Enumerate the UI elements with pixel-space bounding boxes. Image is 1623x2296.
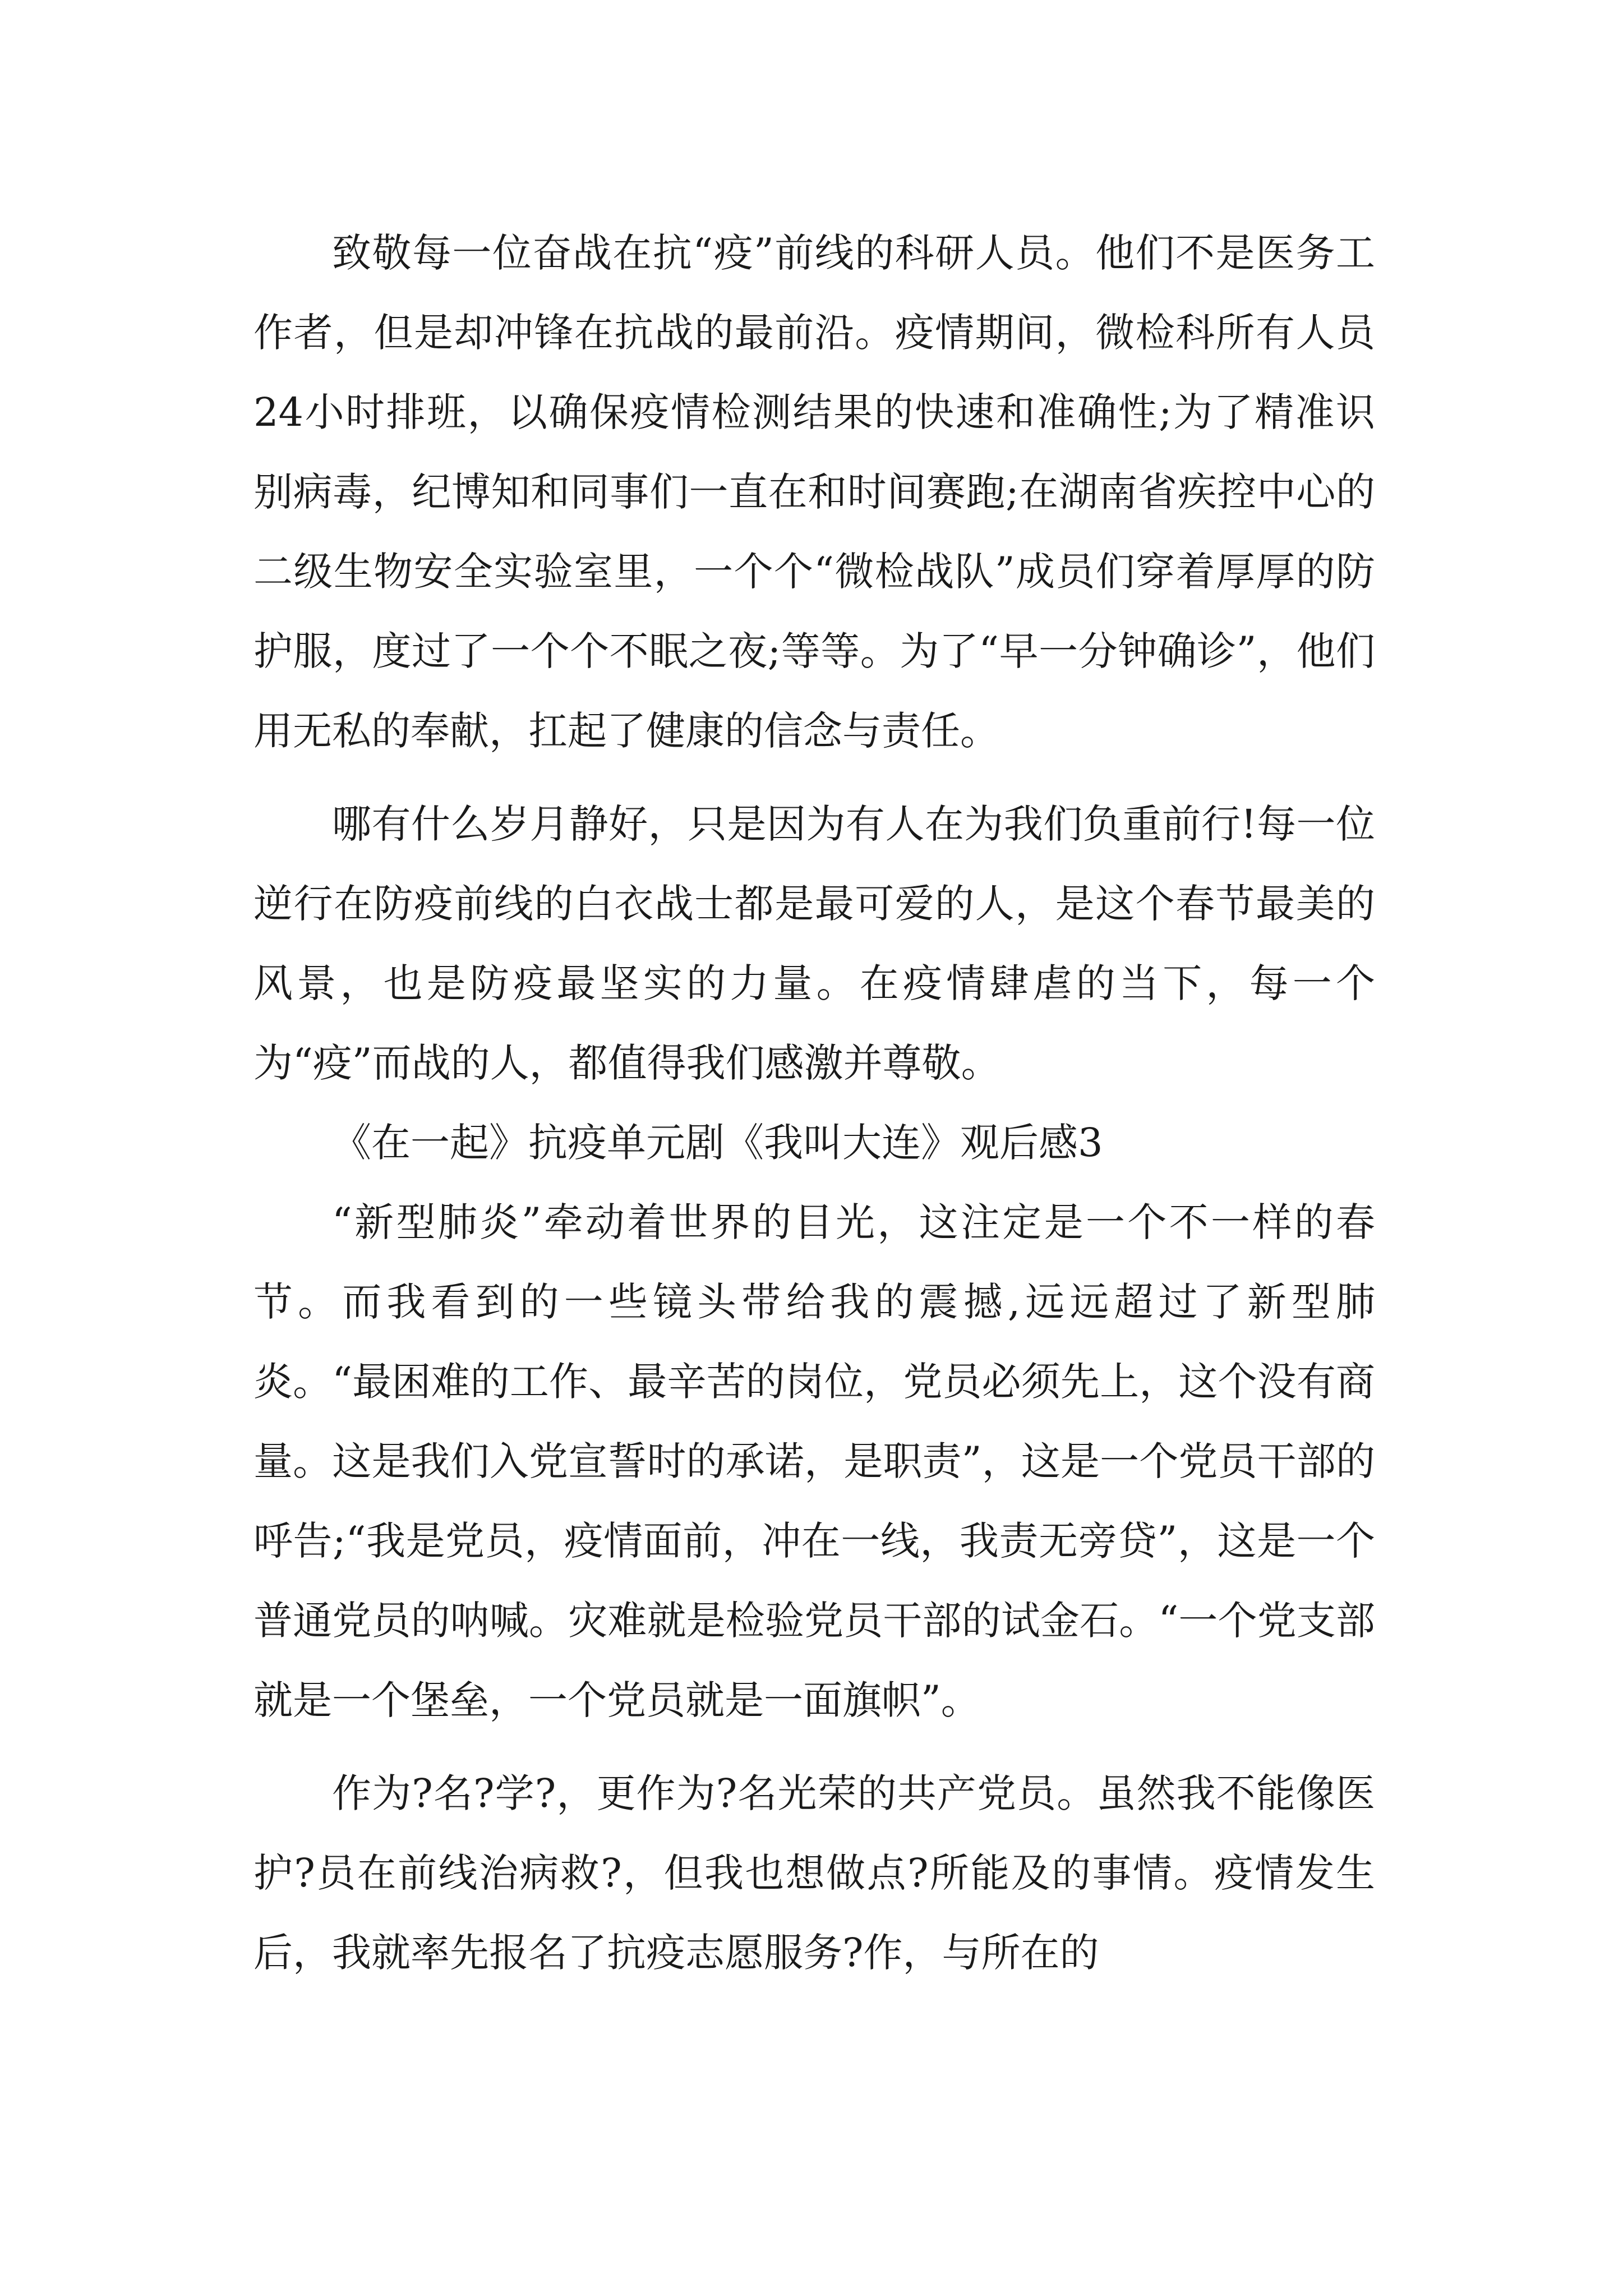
paragraph-volunteer: 作为?名?学?，更作为?名光荣的共产党员。虽然我不能像医护?员在前线治病救?，但我也想做点?所能及的事情。疫情发生后，我就率先报名了抗疫志愿服务?作，与所在的 (253, 1770, 1375, 1976)
section-heading: 《在一起》抗疫单元剧《我叫大连》观后感3 (332, 1120, 1103, 1166)
paragraph-tribute: 哪有什么岁月静好，只是因为有人在为我们负重前行!每一位逆行在防疫前线的白衣战士都是最可爱的人，是这个春节最美的风景，也是防疫最坚实的力量。在疫情肆虐的当下，每一个为“疫”而战的人，都值得我们感激并尊敬。 (253, 801, 1375, 1086)
document-body (253, 213, 1375, 2006)
paragraph-researchers: 致敬每一位奋战在抗“疫”前线的科研人员。他们不是医务工作者，但是却冲锋在抗战的最前沿。疫情期间，微检科所有人员24小时排班，以确保疫情检测结果的快速和准确性;为了精准识别病毒，纪博知和同事们一直在和时间赛跑;在湖南省疾控中心的二级生物安全实验室里，一个个“微检战队”成员们穿着厚厚的防护服，度过了一个个不眠之夜;等等。为了“早一分钟确诊”，他们用无私的奉献，扛起了健康的信念与责任。 (253, 230, 1375, 754)
paragraph-party-members: “新型肺炎”牵动着世界的目光，这注定是一个不一样的春节。而我看到的一些镜头带给我的震撼,远远超过了新型肺炎。“最困难的工作、最辛苦的岗位，党员必须先上，这个没有商量。这是我们入党宣誓时的承诺，是职责”，这是一个党员干部的呼告;“我是党员，疫情面前，冲在一线，我责无旁贷”，这是一个普通党员的呐喊。灾难就是检验党员干部的试金石。“一个党支部就是一个堡垒，一个党员就是一面旗帜”。 (253, 1199, 1375, 1723)
